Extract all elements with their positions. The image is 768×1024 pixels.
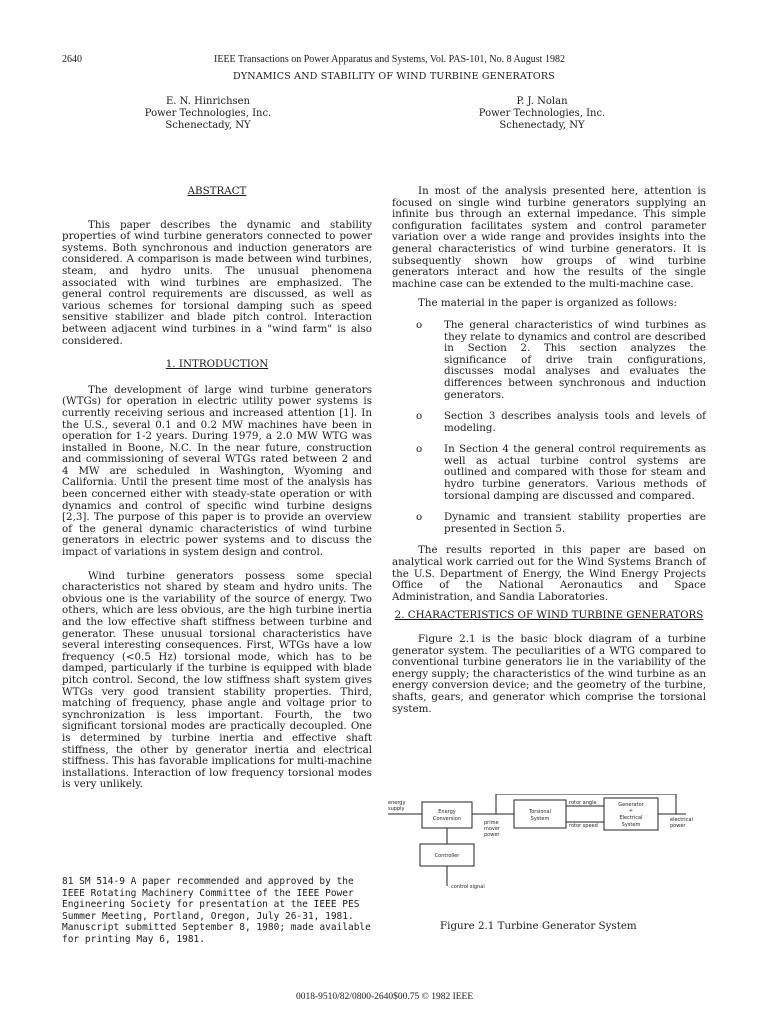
generator-label: Generator (618, 802, 644, 808)
footnote-code: 81 SM 514-9 (62, 876, 125, 887)
block-diagram (386, 794, 706, 898)
energy-conversion-label: Energy (438, 809, 456, 815)
electrical-power-label: electrical (670, 817, 693, 823)
author-city: Schenectady, NY (165, 120, 251, 131)
generator-label: Electrical (619, 815, 643, 821)
intro-paragraph-1: The development of large wind turbine generators (WTGs) for operation in electric utility power systems is currently receiving serious and increased attention [1]. In the U.S., several 0.1 and 0.2 MW machines have been in operation for 1-2 years. During 1979, a 2.0 MW WTG was installed in Boone, N.C. In the near future, construction and commissioning of several WTGs rated between 2 and 4 MW are scheduled in Washington, Wyoming and California. Until the present time most of the analysis has been concerned either with steady-state operation or with dynamics and control of specific wind turbine designs [2,3]. The purpose of this paper is to provide an overview of the general dynamic characteristics of wind turbine generators in electric power systems and to discuss the impact of variations in system design and control. (62, 383, 372, 559)
energy-supply-label: energy (388, 800, 406, 806)
author-org: Power Technologies, Inc. (144, 108, 272, 119)
rotor-speed-label: rotor speed (569, 823, 598, 829)
abstract-heading: ABSTRACT (187, 185, 247, 197)
author-name: E. N. Hinrichsen (166, 96, 250, 107)
electrical-power-label: power (670, 823, 686, 829)
bullet-marker: o (416, 410, 423, 423)
prime-mover-label: power (484, 832, 500, 838)
energy-supply-label: supply (388, 806, 405, 812)
section-2-heading: 2. CHARACTERISTICS OF WIND TURBINE GENERATORS (394, 609, 704, 622)
bullet-marker: o (416, 443, 423, 456)
footnote (62, 876, 372, 945)
energy-conversion-block (422, 802, 472, 828)
energy-conversion-label: Conversion (432, 816, 462, 822)
figure-caption: Figure 2.1 Turbine Generator System (440, 920, 637, 932)
abstract-text: This paper describes the dynamic and stability properties of wind turbine generators connected to power systems. Both synchronous and induction generators are considered. A comparison is made between wind turbines, steam, and hydro units. The unusual phenomena associated with wind turbines are emphasized. The general control requirements are discussed, as well as various schemes for torsional damping such as speed sensitive stabilizer and blade pitch control. Interaction between adjacent wind turbines in a "wind farm" is also considered. (62, 218, 372, 347)
torsional-system-label: Torsional (529, 809, 551, 815)
list-item: o In Section 4 the general control requirements as well as actual turbine control systems are outlined and compared with those for steam and hydro turbine generators. Various methods of torsional damping are discussed and compared. (416, 443, 706, 502)
list-item: o Section 3 describes analysis tools and levels of modeling. (416, 410, 706, 434)
intro-paragraph-2: Wind turbine generators possess some special characteristics not shared by steam and hydro units. The obvious one is the variability of the source of energy. Two others, which are less obvious, are the high turbine inertia and the low effective shaft stiffness between turbine and generator. These unusual torsional characteristics have several interesting consequences. First, WTGs have a low frequency (<0.5 Hz) torsional mode, which has to be damped, particularly if the turbine is equipped with blade pitch control. Second, the low stiffness shaft system gives WTGs very good transient stability properties. Third, matching of frequency, phase angle and voltage prior to synchronization is less important. Fourth, the two significant torsional modes are practically decoupled. One is determined by turbine inertia and effective shaft stiffness, the other by generator inertia and electrical stiffness. This has favorable implications for multi-machine installations. Interaction of low frequency torsional modes is very unlikely. (62, 569, 372, 791)
list-item: o Dynamic and transient stability properties are presented in Section 5. (416, 511, 706, 535)
prime-mover-label: prime (484, 820, 499, 826)
left-column (62, 186, 372, 798)
bullet-marker: o (416, 318, 423, 331)
author-org: Power Technologies, Inc. (478, 108, 606, 119)
author-name: P. J. Nolan (516, 96, 568, 107)
torsional-system-label: System (530, 816, 550, 822)
rotor-angle-label: rotor angle (569, 800, 597, 806)
author-block-1 (108, 96, 308, 132)
bullet-marker: o (416, 511, 423, 524)
right-column (392, 186, 706, 722)
section-list (392, 320, 706, 536)
right-paragraph-2: The material in the paper is organized as follows: (418, 297, 677, 310)
journal-header: IEEE Transactions on Power Apparatus and Systems, Vol. PAS-101, No. 8 August 1982 (214, 54, 565, 65)
author-block-2 (442, 96, 642, 132)
control-signal-label: control signal (451, 884, 485, 890)
right-paragraph-4: Figure 2.1 is the basic block diagram of a turbine generator system. The peculiarities of a WTG compared to conventional turbine generators lie in the variability of the energy supply; the characteristics of the wind turbine as an energy conversion device; and the geometry of the turbine, shafts, gears, and generator which comprise the torsional system. (392, 633, 706, 715)
right-paragraph-3: The results reported in this paper are based on analytical work carried out for the Wind Systems Branch of the U.S. Department of Energy, the Wind Energy Projects Office of the National Aeronautics and Space Administration, and Sandia Laboratories. (392, 544, 706, 603)
introduction-heading: 1. INTRODUCTION (165, 358, 269, 371)
prime-mover-label: mover (484, 826, 501, 832)
copyright-footer: 0018-9510/82/0800-2640$00.75 © 1982 IEEE (296, 992, 474, 1002)
footnote-text: A paper recommended and approved by the IEEE Rotating Machinery Committee of the IEEE Power Engineering Society for presentation at the IEEE PES Summer Meeting, Portland, Oregon, July 26-31, 1981. Manuscript submitted September 8, 1980; made available for printing May 6, 1981. (62, 876, 371, 945)
controller-label: Controller (434, 853, 460, 859)
generator-label: + (628, 808, 634, 814)
right-paragraph-1: In most of the analysis presented here, attention is focused on single wind turbine generators supplying an infinite bus through an external impedance. This simple configuration facilitates system and control parameter variation over a wide range and provides insights into the general characteristics of wind turbine generators. It is subsequently shown how groups of wind turbine generators interact and how the results of the single machine case can be extended to the multi-machine case. (392, 185, 706, 290)
author-city: Schenectady, NY (499, 120, 585, 131)
paper-title: DYNAMICS AND STABILITY OF WIND TURBINE GENERATORS (233, 71, 555, 82)
list-item: o The general characteristics of wind turbines as they relate to dynamics and control are described in Section 2. This section analyzes the significance of drive train configurations, discusses modal analyses and evaluates the differences between synchronous and induction generators. (416, 318, 706, 401)
generator-label: System (621, 822, 641, 828)
page-number: 2640 (62, 54, 82, 65)
